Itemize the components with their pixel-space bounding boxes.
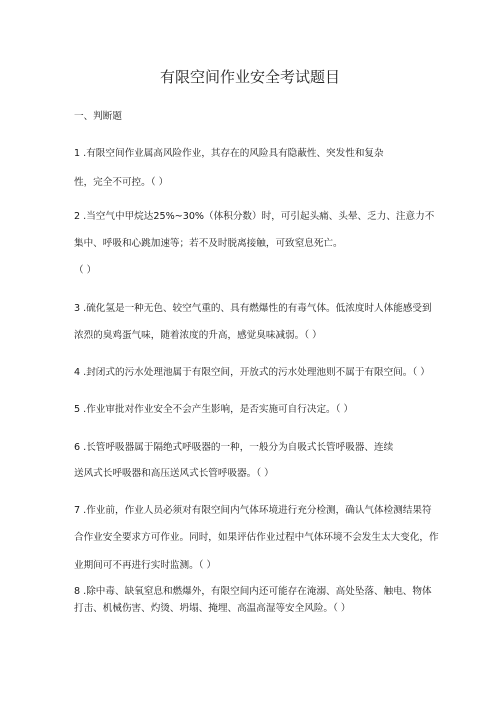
question-7-line-2: 合作业安全要求方可作业。同时，如果评估作业过程中气体环境不会发生太大变化，作	[74, 532, 439, 543]
question-5-line-1: 5 .作业审批对作业安全不会产生影响，是否实施可自行决定。（ ）	[74, 404, 354, 415]
question-8-line-1: 8 .除中毒、缺氧窒息和燃爆外，有限空间内还可能存在淹溺、高处坠落、触电、物体	[74, 586, 432, 597]
question-2-line-1: 2 .当空气中甲烷达25%~30%（体积分数）时，可引起头痛、头晕、乏力、注意力不	[74, 211, 435, 222]
question-1-line-2: 性，完全不可控。（ ）	[74, 177, 169, 188]
question-2-line-2: 集中、呼吸和心跳加速等；若不及时脱离接触，可致窒息死亡。	[74, 238, 343, 249]
question-3-line-2: 浓烈的臭鸡蛋气味，随着浓度的升高，感觉臭味减弱。（ ）	[74, 330, 322, 341]
question-2-line-3: （ ）	[74, 265, 97, 276]
question-7-line-3: 业期间可不再进行实时监测。（ ）	[74, 560, 217, 571]
document-title: 有限空间作业安全考试题目	[159, 68, 340, 86]
question-6-line-2: 送风式长呼吸器和高压送风式长管呼吸器。（ ）	[74, 468, 274, 479]
question-8-line-2: 打击、机械伤害、灼烫、坍塌、掩埋、高温高湿等安全风险。（ ）	[74, 603, 351, 614]
question-3-line-1: 3 .硫化氢是一种无色、较空气重的、具有燃爆性的有毒气体。低浓度时人体能感受到	[74, 303, 432, 314]
question-1-line-1: 1 .有限空间作业属高风险作业，其存在的风险具有隐蔽性、突发性和复杂	[74, 148, 384, 159]
question-4-line-1: 4 .封闭式的污水处理池属于有限空间，开放式的污水处理池则不属于有限空间。（ ）	[74, 367, 430, 378]
section-heading: 一、判断题	[74, 111, 122, 122]
question-7-line-1: 7 .作业前，作业人员必须对有限空间内气体环境进行充分检测，确认气体检测结果符	[74, 505, 432, 516]
question-6-line-1: 6 .长管呼吸器属于隔绝式呼吸器的一种，一般分为自吸式长管呼吸器、连续	[74, 442, 394, 453]
